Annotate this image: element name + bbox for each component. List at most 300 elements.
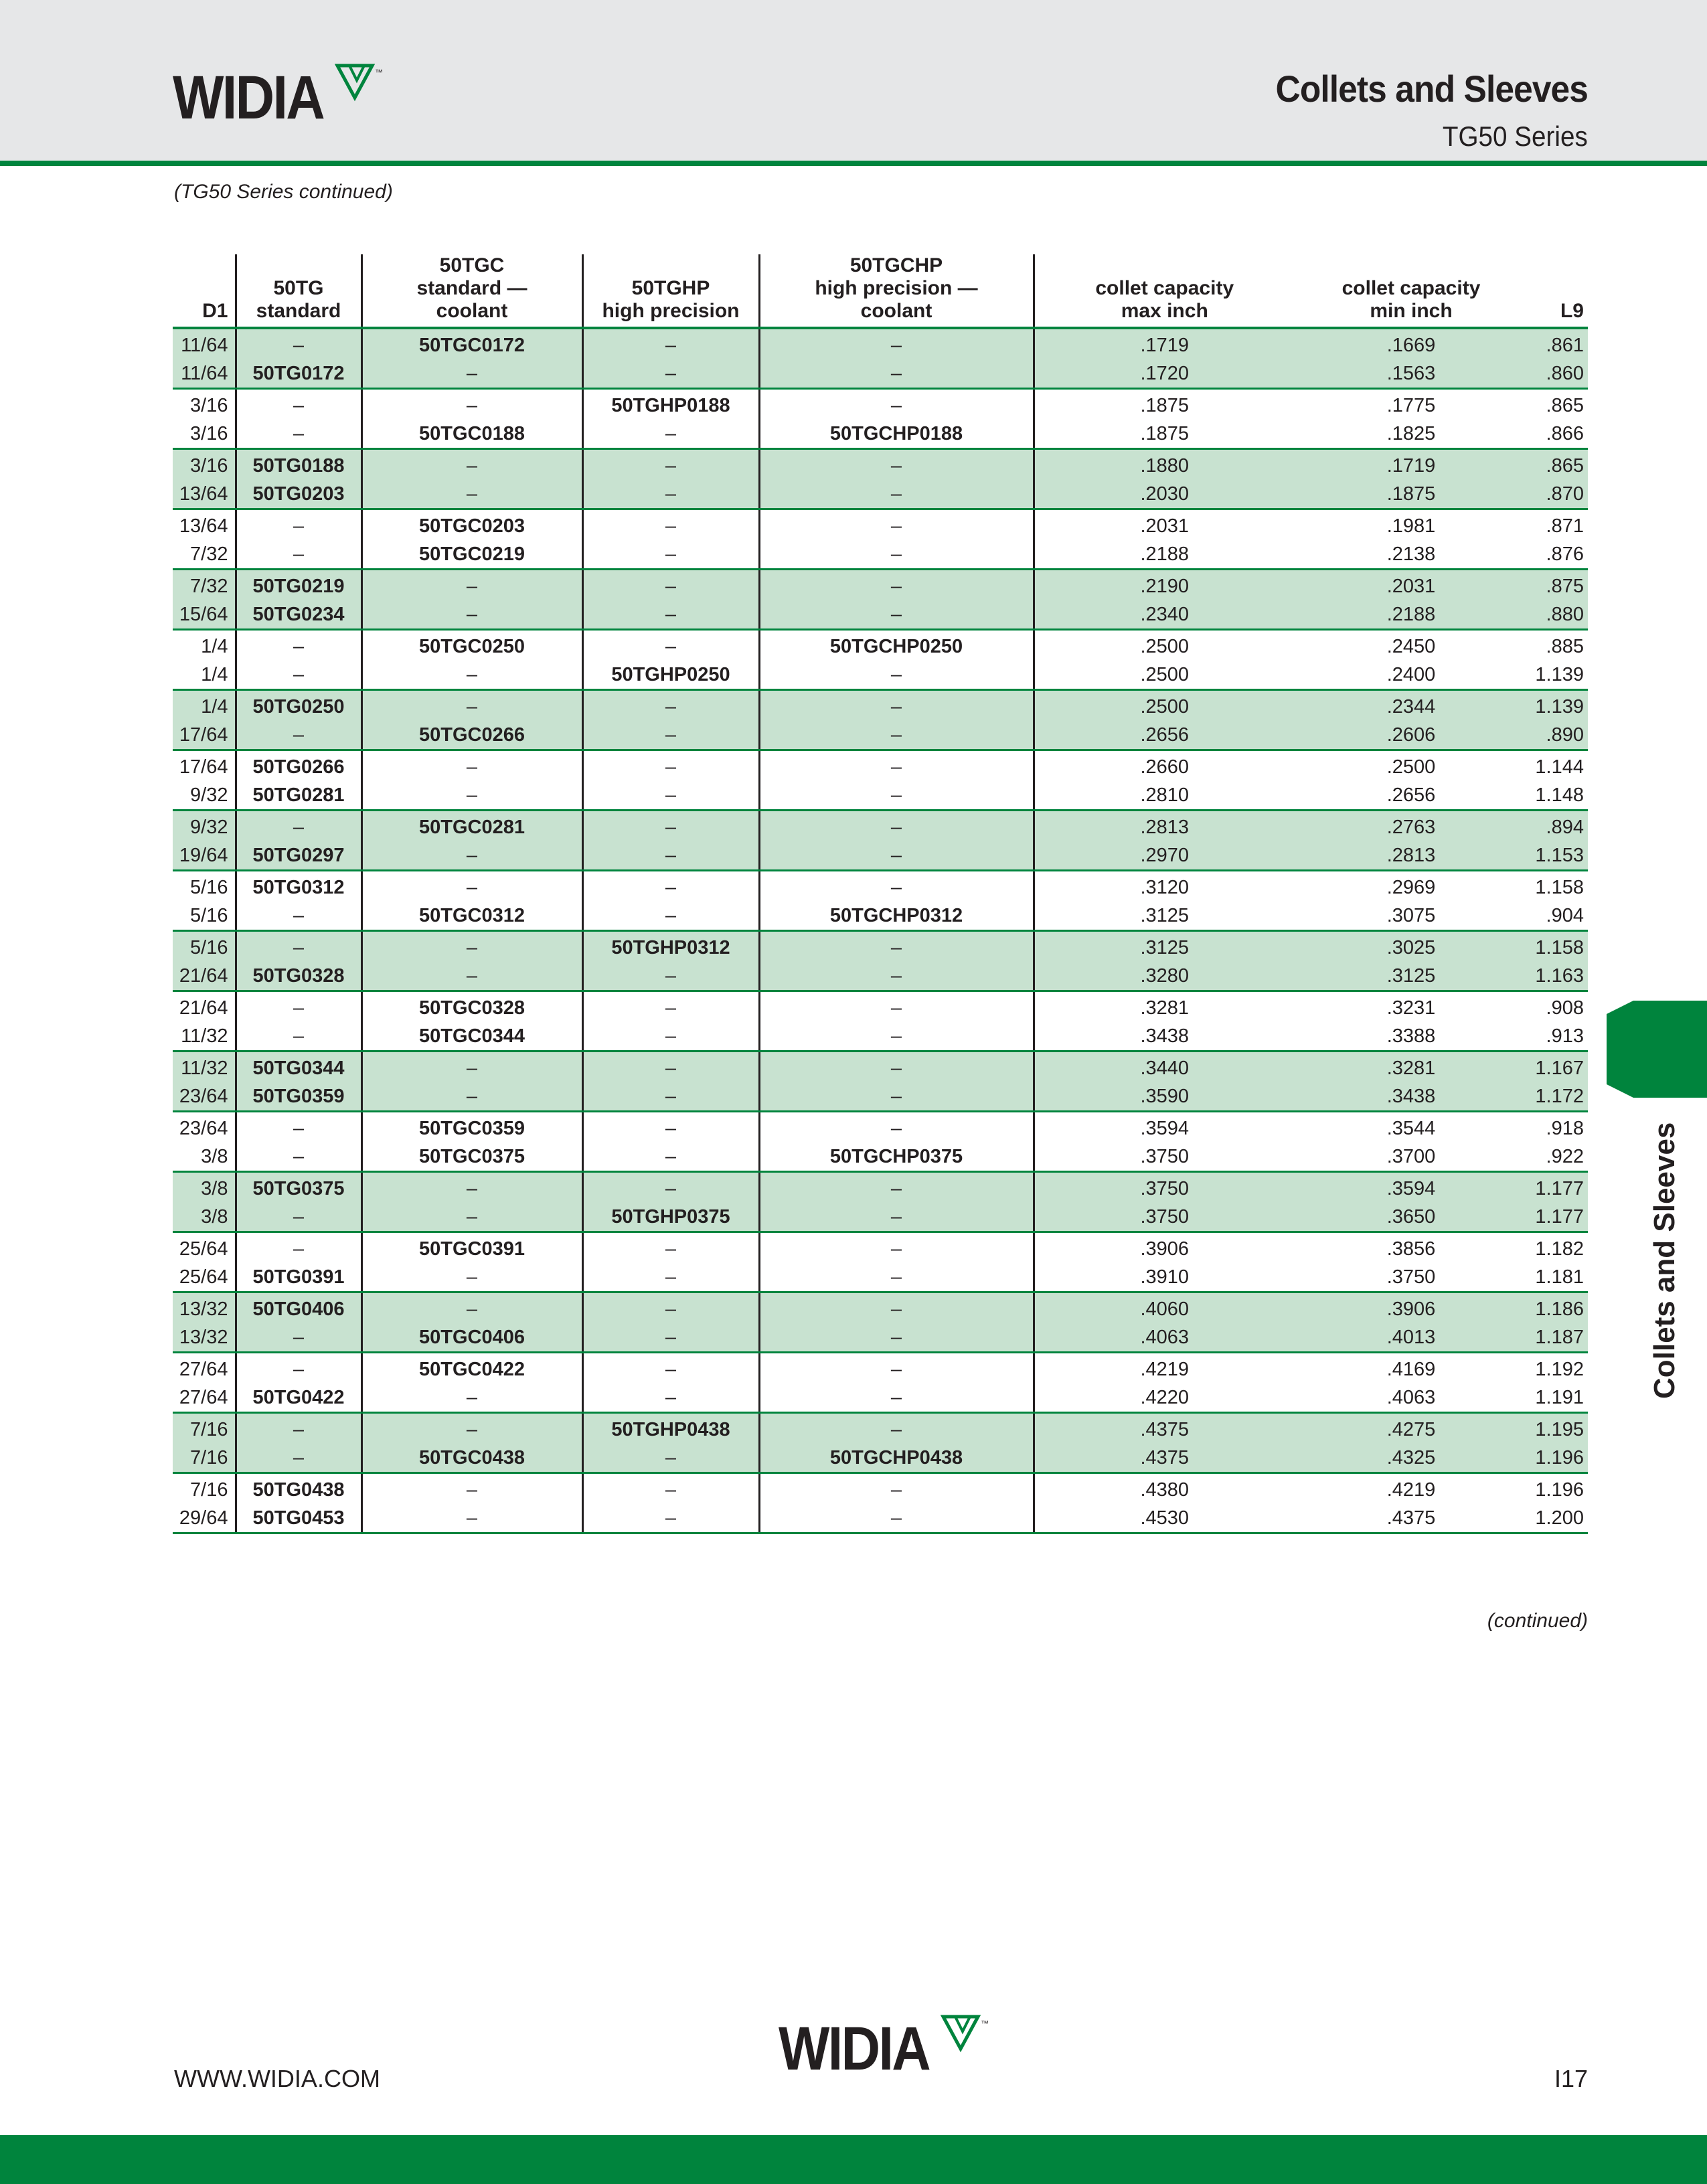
table-cell: .3750 [1034,1143,1295,1172]
column-header-line: high precision — [815,277,978,299]
table-cell: .3856 [1386,1238,1436,1260]
table-cell: 1.144 [1535,756,1584,778]
table-cell: – [582,1022,759,1052]
column-header-line: 50TGC [439,254,505,276]
table-cell: 1.139 [1528,690,1588,722]
header-divider [0,161,1707,166]
table-cell: .3125 [1295,962,1528,991]
table-cell: 1.172 [1528,1082,1588,1112]
table-cell: .4325 [1295,1444,1528,1473]
column-header [361,254,582,328]
table-row [173,1383,1588,1413]
table-cell: 50TG0438 [236,1473,361,1505]
table-cell: 3/8 [173,1203,236,1232]
table-cell: – [759,480,1034,509]
table-cell: 1.192 [1535,1359,1584,1380]
table-cell: 13/64 [173,480,236,509]
brand-logo [173,64,388,132]
table-cell: .875 [1528,570,1588,601]
table-cell: – [582,1143,759,1172]
table-cell: – [582,1504,759,1533]
table-cell: – [759,1292,1034,1324]
table-cell: 1.158 [1535,877,1584,898]
table-cell: – [236,630,361,661]
svg-text:™: ™ [980,2019,989,2028]
table-cell: .4375 [1034,1444,1295,1473]
table-row [173,1353,1588,1384]
table-cell: – [759,600,1034,630]
table-cell: – [361,962,582,991]
table-cell: – [236,389,361,420]
table-cell: .2138 [1295,540,1528,570]
table-cell: – [361,750,582,782]
table-cell: .2763 [1295,811,1528,842]
table-row [173,1143,1588,1172]
table-cell: .2500 [1386,756,1436,778]
table-cell: .3388 [1295,1022,1528,1052]
table-cell: 23/64 [173,1082,236,1112]
table-cell: 1.195 [1528,1413,1588,1444]
table-row [173,902,1588,931]
table-row [173,1082,1588,1112]
table-row [173,1022,1588,1052]
table-cell: 11/64 [173,359,236,389]
table-cell: – [236,931,361,962]
column-header-line: coolant [860,300,932,322]
table-row [173,841,1588,871]
table-cell: – [361,1413,582,1444]
column-header-line: max inch [1121,300,1208,322]
table-cell: .2813 [1034,811,1295,842]
table-row [173,931,1588,962]
table-row [173,449,1588,481]
table-cell: .2969 [1386,877,1436,898]
table-cell: 1.139 [1528,661,1588,690]
table-cell: 1.182 [1535,1238,1584,1260]
table-cell: .3025 [1295,931,1528,962]
table-cell: .2188 [1295,600,1528,630]
table-cell: – [582,600,759,630]
table-cell: 5/16 [173,902,236,931]
table-cell: – [236,991,361,1023]
table-cell: 50TGCHP0438 [759,1444,1034,1473]
table-row [173,1203,1588,1232]
table-row [173,962,1588,991]
table-cell: – [582,991,759,1023]
table-cell: 50TGHP0250 [582,661,759,690]
table-cell: 1.177 [1528,1172,1588,1203]
table-row [173,1112,1588,1143]
table-cell: – [236,1203,361,1232]
table-row [173,1263,1588,1292]
table-cell: .885 [1546,636,1584,657]
table-cell: .918 [1546,1118,1584,1139]
table-cell: .4530 [1034,1504,1295,1533]
table-cell: 50TG0188 [236,449,361,481]
table-cell: .1563 [1295,359,1528,389]
table-cell: – [361,871,582,902]
table-cell: – [759,540,1034,570]
table-cell: .3590 [1034,1082,1295,1112]
table-cell: – [361,359,582,389]
column-header-line: standard [256,300,341,322]
table-cell: – [759,509,1034,541]
table-cell: 23/64 [179,1118,228,1139]
table-cell: 50TG0422 [236,1383,361,1413]
table-cell: .3906 [1034,1232,1295,1264]
table-cell: 7/32 [173,540,236,570]
table-cell: – [361,570,582,601]
table-row [173,811,1588,842]
table-row [173,871,1588,902]
table-cell: .2810 [1034,781,1295,811]
table-cell: – [236,1022,361,1052]
table-cell: 1.191 [1528,1383,1588,1413]
table-cell: 50TGC0203 [361,509,582,541]
column-header [582,254,759,328]
table-cell: 50TG0328 [236,962,361,991]
table-row [173,1052,1588,1083]
table-cell: – [361,661,582,690]
table-cell: .4219 [1034,1353,1295,1384]
column-header-line: collet capacity [1095,277,1234,299]
table-cell: .866 [1528,420,1588,449]
table-cell: .3910 [1034,1263,1295,1292]
table-cell: – [582,359,759,389]
table-cell: .861 [1528,328,1588,359]
table-cell: 19/64 [173,841,236,871]
table-cell: 11/64 [173,328,236,359]
table-cell: .894 [1528,811,1588,842]
table-cell: – [582,540,759,570]
table-cell: – [582,480,759,509]
table-cell: .4060 [1034,1292,1295,1324]
table-cell: 50TGC0172 [361,328,582,359]
table-cell: – [759,389,1034,420]
table-cell: 21/64 [173,962,236,991]
table-cell: – [759,1082,1034,1112]
table-cell: .2031 [1295,570,1528,601]
table-cell: 13/64 [179,515,228,537]
table-cell: .904 [1528,902,1588,931]
footer-url[interactable]: WWW.WIDIA.COM [174,2065,380,2092]
column-header-line: min inch [1370,300,1453,322]
table-cell: – [236,328,361,359]
column-header [759,254,1034,328]
table-cell: .908 [1546,997,1584,1019]
table-cell: – [759,1504,1034,1533]
table-cell: 50TG0203 [236,480,361,509]
table-cell: 11/32 [173,1022,236,1052]
table-cell: .1981 [1386,515,1436,537]
table-cell: .3750 [1034,1172,1295,1203]
table-cell: 50TG0266 [236,750,361,782]
table-cell: – [759,328,1034,359]
table-cell: – [236,1112,361,1143]
collet-spec-table [173,254,1588,1534]
table-cell: – [582,630,759,661]
table-cell: 1.177 [1528,1203,1588,1232]
table-cell: .3700 [1295,1143,1528,1172]
table-cell: .1875 [1034,420,1295,449]
table-cell: – [582,750,759,782]
table-cell: – [236,1143,361,1172]
table-row [173,781,1588,811]
column-header-line: 50TG [273,277,324,299]
footer-logo [779,2015,994,2083]
table-cell: 21/64 [179,997,228,1019]
table-row [173,570,1588,601]
table-cell: – [759,811,1034,842]
table-cell: – [361,1263,582,1292]
table-cell: – [759,871,1034,902]
table-row [173,359,1588,389]
table-row [173,1504,1588,1533]
table-cell: .1825 [1295,420,1528,449]
column-header-line: coolant [436,300,508,322]
column-header-line: L9 [1560,300,1584,322]
continued-note-bottom: (continued) [1487,1610,1588,1632]
table-cell: .1875 [1034,389,1295,420]
table-cell: .3075 [1295,902,1528,931]
table-cell: – [759,1232,1034,1264]
table-row [173,750,1588,782]
table-cell: – [582,1263,759,1292]
table-cell: .3440 [1034,1052,1295,1083]
table-row [173,1172,1588,1203]
table-cell: – [759,721,1034,750]
table-cell: 15/64 [173,600,236,630]
table-cell: – [582,1082,759,1112]
table-cell: .3544 [1386,1118,1436,1139]
table-cell: – [361,1504,582,1533]
table-cell: – [361,690,582,722]
table-cell: – [236,1232,361,1264]
table-cell: .1775 [1386,395,1436,416]
table-cell: – [236,509,361,541]
table-cell: – [582,1172,759,1203]
table-cell: – [236,1323,361,1353]
column-header [173,254,236,328]
table-cell: – [361,600,582,630]
table-cell: .2656 [1295,781,1528,811]
table-cell: 50TGC0188 [361,420,582,449]
table-cell: – [759,841,1034,871]
table-cell: – [361,1172,582,1203]
table-cell: – [582,902,759,931]
table-cell: .1875 [1295,480,1528,509]
table-cell: 50TGC0375 [361,1143,582,1172]
table-row [173,1444,1588,1473]
table-cell: .3594 [1034,1112,1295,1143]
brand-triangle-icon [335,63,388,103]
table-cell: 50TGCHP0250 [759,630,1034,661]
table-cell: – [582,962,759,991]
table-cell: – [759,1263,1034,1292]
table-cell: – [361,841,582,871]
table-cell: – [759,570,1034,601]
table-cell: .2450 [1386,636,1436,657]
table-cell: – [759,750,1034,782]
table-cell: 50TG0391 [236,1263,361,1292]
table-cell: 50TGC0328 [361,991,582,1023]
table-cell: – [582,841,759,871]
table-cell: – [361,449,582,481]
table-cell: – [759,991,1034,1023]
table-row [173,328,1588,359]
table-cell: .2344 [1295,690,1528,722]
table-row [173,690,1588,722]
table-cell: .865 [1546,395,1584,416]
table-cell: – [582,1383,759,1413]
table-cell: – [582,1473,759,1505]
table-cell: – [759,1473,1034,1505]
table-cell: 1.181 [1528,1263,1588,1292]
table-cell: .1719 [1034,328,1295,359]
table-cell: .3906 [1295,1292,1528,1324]
table-cell: .3594 [1295,1172,1528,1203]
table-cell: .2500 [1034,661,1295,690]
table-cell: .2500 [1034,630,1295,661]
table-row [173,721,1588,750]
table-cell: 3/8 [173,1172,236,1203]
table-row [173,389,1588,420]
table-cell: .3125 [1034,902,1295,931]
table-cell: 11/32 [173,1052,236,1083]
table-cell: – [582,1353,759,1384]
table-cell: 27/64 [173,1383,236,1413]
table-cell: – [759,1383,1034,1413]
footer-bar [0,2135,1707,2184]
svg-text:™: ™ [374,68,383,77]
table-cell: .3281 [1295,1052,1528,1083]
table-cell: 1.196 [1528,1444,1588,1473]
table-cell: 25/64 [173,1263,236,1292]
table-cell: 50TGC0359 [361,1112,582,1143]
table-cell: – [759,1203,1034,1232]
table-cell: – [759,690,1034,722]
table-cell: 50TGC0406 [361,1323,582,1353]
table-cell: .4275 [1295,1413,1528,1444]
table-cell: 50TG0281 [236,781,361,811]
table-cell: 50TG0312 [236,871,361,902]
table-cell: .4380 [1034,1473,1295,1505]
column-header-line: collet capacity [1342,277,1481,299]
table-cell: 50TG0453 [236,1504,361,1533]
table-cell: 5/16 [190,877,228,898]
table-cell: 25/64 [179,1238,228,1260]
table-cell: 50TGHP0438 [582,1413,759,1444]
table-cell: – [582,509,759,541]
table-cell: 50TGC0312 [361,902,582,931]
table-cell: – [236,811,361,842]
table-cell: – [582,570,759,601]
table-cell: – [236,1413,361,1444]
table-cell: 50TGC0219 [361,540,582,570]
table-cell: – [759,1052,1034,1083]
table-cell: 50TGC0250 [361,630,582,661]
table-cell: – [759,661,1034,690]
table-cell: – [582,449,759,481]
table-cell: – [582,690,759,722]
table-cell: .1719 [1295,449,1528,481]
table-cell: .3280 [1034,962,1295,991]
table-cell: .2606 [1295,721,1528,750]
section-tab [1607,1001,1707,1098]
table-cell: 50TG0234 [236,600,361,630]
table-cell: – [759,1323,1034,1353]
footer-triangle-icon [941,2014,994,2054]
table-cell: 17/64 [179,756,228,778]
table-cell: – [236,721,361,750]
table-cell: – [361,389,582,420]
table-cell: .3750 [1034,1203,1295,1232]
footer-logo-text: WIDIA [779,2015,930,2083]
table-cell: – [759,1112,1034,1143]
table-row [173,630,1588,661]
table-cell: – [361,1082,582,1112]
column-header-line: standard — [416,277,527,299]
table-cell: .890 [1528,721,1588,750]
table-cell: .860 [1528,359,1588,389]
table-cell: – [759,1353,1034,1384]
table-row [173,1413,1588,1444]
table-cell: 1/4 [173,690,236,722]
table-cell: 9/32 [173,781,236,811]
table-cell: – [582,1323,759,1353]
table-cell: 1.153 [1528,841,1588,871]
table-cell: 7/16 [190,1479,228,1501]
table-cell: – [759,781,1034,811]
table-cell: 27/64 [179,1359,228,1380]
table-cell: – [361,931,582,962]
column-header [1034,254,1295,328]
table-cell: .3125 [1034,931,1295,962]
column-header [1295,254,1528,328]
table-cell: – [582,1292,759,1324]
table-cell: .2660 [1034,750,1295,782]
page-subtitle: TG50 Series [1443,120,1588,152]
table-cell: 50TGC0266 [361,721,582,750]
table-cell: 13/32 [173,1323,236,1353]
table-cell: 50TGCHP0188 [759,420,1034,449]
table-cell: – [582,1112,759,1143]
table-cell: .871 [1546,515,1584,537]
table-cell: – [236,540,361,570]
table-cell: – [759,449,1034,481]
table-cell: .3438 [1295,1082,1528,1112]
table-cell: .865 [1528,449,1588,481]
table-cell: .922 [1528,1143,1588,1172]
column-header [1528,254,1588,328]
table-cell: – [759,1172,1034,1203]
table-cell: .2188 [1034,540,1295,570]
table-cell: 29/64 [173,1504,236,1533]
table-cell: – [236,1444,361,1473]
table-cell: – [759,1413,1034,1444]
column-header-line: 50TGCHP [849,254,943,276]
table-cell: 9/32 [173,811,236,842]
table-cell: – [236,420,361,449]
continued-note-top: (TG50 Series continued) [174,181,393,203]
table-cell: 7/16 [173,1413,236,1444]
table-cell: .870 [1528,480,1588,509]
table-cell: .1880 [1034,449,1295,481]
column-header-line: 50TGHP [631,277,710,299]
table-cell: – [759,359,1034,389]
table-cell: .1669 [1295,328,1528,359]
table-cell: – [582,871,759,902]
